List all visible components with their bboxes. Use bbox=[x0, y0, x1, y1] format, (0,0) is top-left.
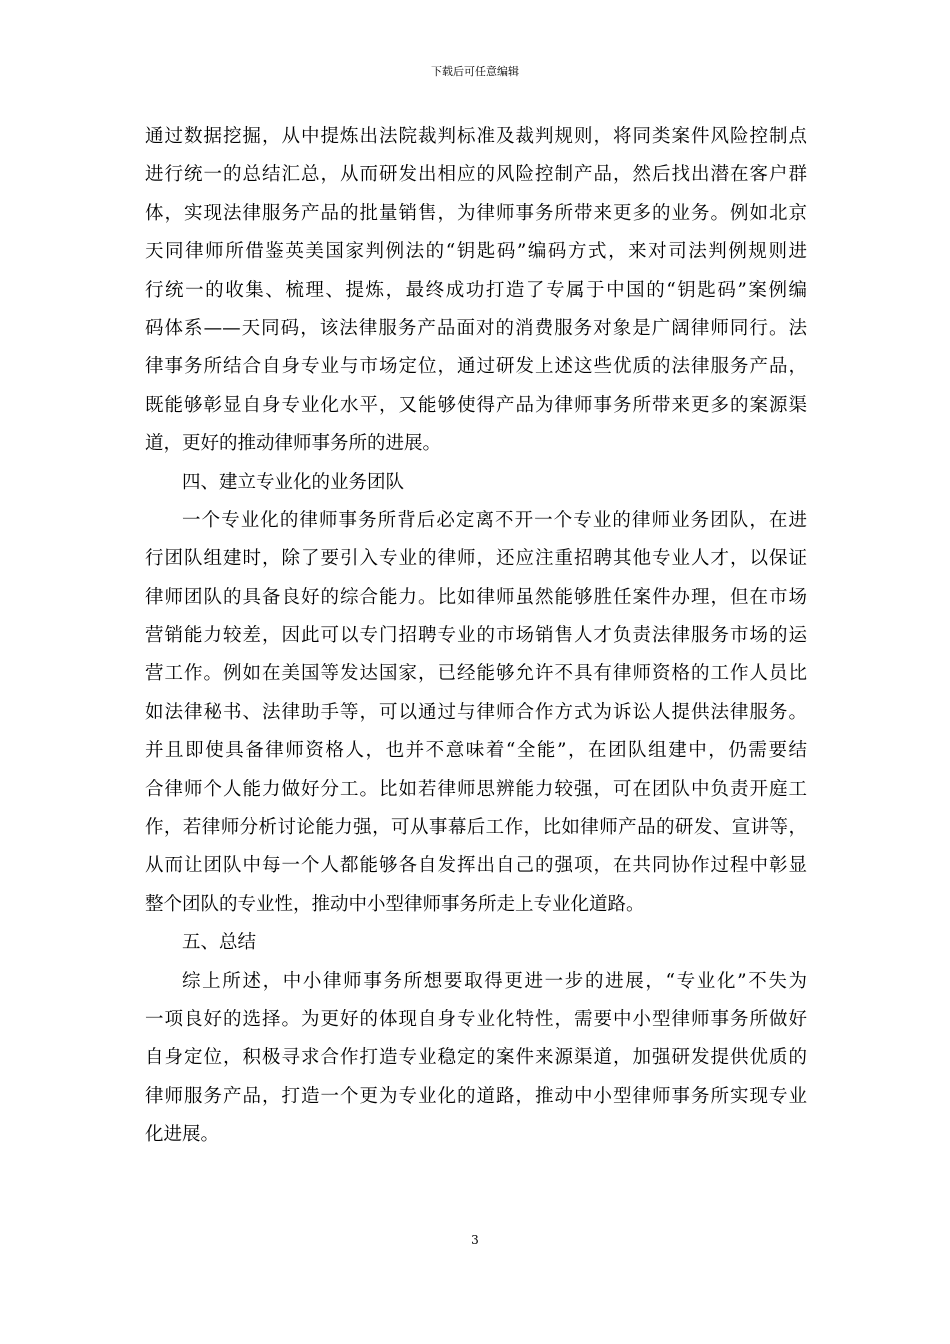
page-number: 3 bbox=[471, 1233, 479, 1247]
text-line: 律师服务产品，打造一个更为专业化的道路，推动中小型律师事务所实现专业 bbox=[145, 1085, 807, 1107]
text-line: 综上所述，中小律师事务所想要取得更进一步的进展，“专业化”不失为 bbox=[182, 970, 807, 992]
text-line: 营工作。例如在美国等发达国家，已经能够允许不具有律师资格的工作人员比 bbox=[145, 663, 807, 685]
text-line: 营销能力较差，因此可以专门招聘专业的市场销售人才负责法律服务市场的运 bbox=[145, 625, 807, 647]
text-line: 既能够彰显自身专业化水平，又能够使得产品为律师事务所带来更多的案源渠 bbox=[145, 394, 807, 416]
paragraph-continuation bbox=[145, 118, 807, 464]
header-text: 下载后可任意编辑 bbox=[431, 65, 519, 78]
text-line: 如法律秘书、法律助手等，可以通过与律师合作方式为诉讼人提供法律服务。 bbox=[145, 701, 807, 723]
page-header bbox=[0, 64, 950, 80]
text-line: 体，实现法律服务产品的批量销售，为律师事务所带来更多的业务。例如北京 bbox=[145, 202, 807, 224]
text-line: 一个专业化的律师事务所背后必定离不开一个专业的律师业务团队，在进 bbox=[182, 509, 807, 531]
text-line: 律事务所结合自身专业与市场定位，通过研发上述这些优质的法律服务产品， bbox=[145, 356, 807, 378]
text-line: 化进展。 bbox=[145, 1124, 220, 1146]
section-heading-summary: 五、总结 bbox=[182, 932, 257, 954]
text-line: 并且即使具备律师资格人，也并不意味着“全能”，在团队组建中，仍需要结 bbox=[145, 740, 807, 762]
page-footer bbox=[0, 1232, 950, 1248]
text-line: 从而让团队中每一个人都能够各自发挥出自己的强项，在共同协作过程中彰显 bbox=[145, 855, 807, 877]
text-line: 行团队组建时，除了要引入专业的律师，还应注重招聘其他专业人才，以保证 bbox=[145, 548, 807, 570]
paragraph-summary bbox=[145, 963, 807, 1155]
text-line: 合律师个人能力做好分工。比如若律师思辨能力较强，可在团队中负责开庭工 bbox=[145, 778, 807, 800]
document-body bbox=[145, 118, 807, 1155]
text-line: 通过数据挖掘，从中提炼出法院裁判标准及裁判规则，将同类案件风险控制点 bbox=[145, 126, 807, 147]
text-line: 整个团队的专业性，推动中小型律师事务所走上专业化道路。 bbox=[145, 893, 645, 915]
text-line: 自身定位，积极寻求合作打造专业稳定的案件来源渠道，加强研发提供优质的 bbox=[145, 1047, 807, 1069]
paragraph-team bbox=[145, 502, 807, 924]
text-line: 一项良好的选择。为更好的体现自身专业化特性，需要中小型律师事务所做好 bbox=[145, 1008, 807, 1030]
text-line: 道，更好的推动律师事务所的进展。 bbox=[145, 433, 442, 455]
text-line: 进行统一的总结汇总，从而研发出相应的风险控制产品，然后找出潜在客户群 bbox=[145, 164, 807, 186]
text-line: 律师团队的具备良好的综合能力。比如律师虽然能够胜任案件办理，但在市场 bbox=[145, 586, 807, 608]
text-line: 天同律师所借鉴英美国家判例法的“钥匙码”编码方式，来对司法判例规则进 bbox=[145, 241, 807, 263]
text-line: 作，若律师分析讨论能力强，可从事幕后工作，比如律师产品的研发、宣讲等， bbox=[145, 817, 807, 839]
text-line: 行统一的收集、梳理、提炼，最终成功打造了专属于中国的“钥匙码”案例编 bbox=[145, 279, 807, 301]
section-heading-team: 四、建立专业化的业务团队 bbox=[182, 471, 405, 493]
text-line: 码体系——天同码，该法律服务产品面对的消费服务对象是广阔律师同行。法 bbox=[145, 317, 807, 339]
